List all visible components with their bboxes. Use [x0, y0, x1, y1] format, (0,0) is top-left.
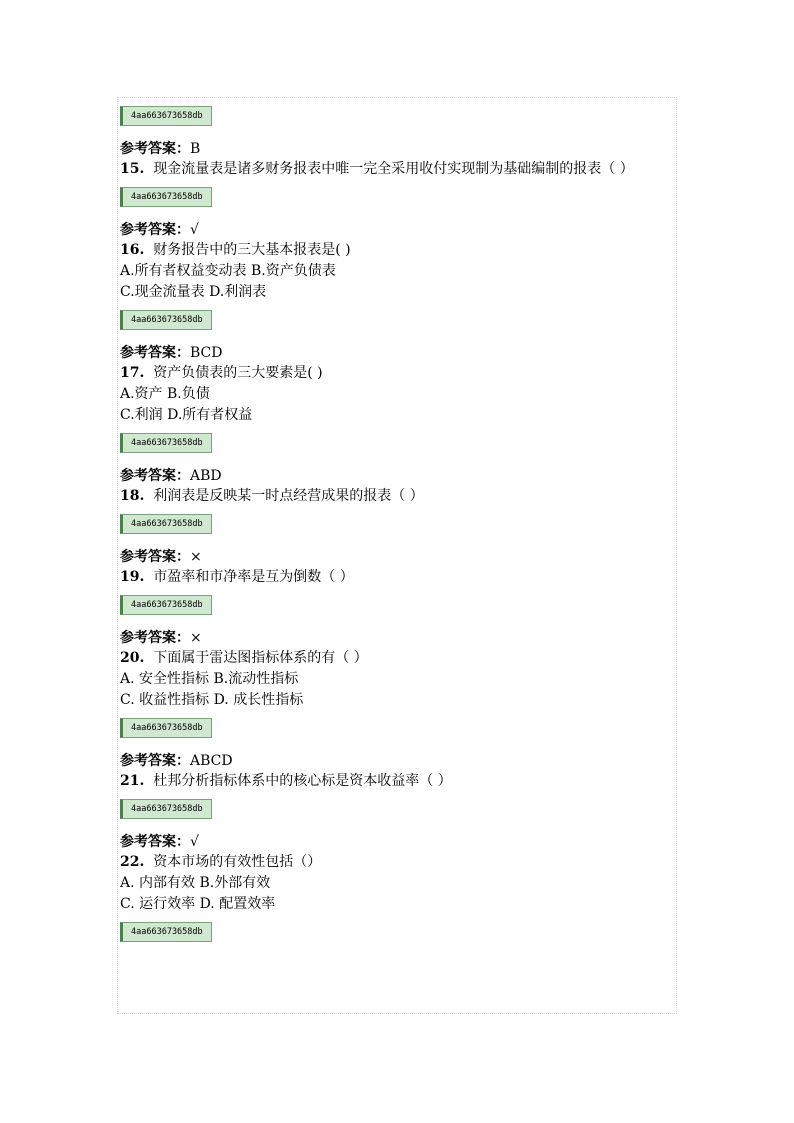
answer-line: [120, 628, 672, 648]
answer-label: 参考答案：: [120, 222, 190, 238]
question-stem: 杜邦分析指标体系中的核心标是资本收益率（ ）: [153, 773, 452, 789]
answer-code-tag: 4aa663673658db: [120, 514, 212, 534]
question-16: [120, 240, 672, 303]
question-stem: 市盈率和市净率是互为倒数（ ）: [153, 569, 354, 585]
question-list: [120, 106, 672, 942]
answer-value: BCD: [190, 345, 223, 361]
question-stem: 资本市场的有效性包括（）: [153, 854, 322, 870]
answer-code-tag: 4aa663673658db: [120, 922, 212, 942]
answer-value: √: [190, 222, 199, 238]
answer-line: [120, 139, 672, 159]
answer-code-tag: 4aa663673658db: [120, 595, 212, 615]
answer-line: [120, 832, 672, 852]
question-stem: 财务报告中的三大基本报表是( ): [153, 242, 351, 258]
answer-label: 参考答案：: [120, 549, 190, 565]
answer-value: √: [190, 834, 199, 850]
question-number: 21.: [120, 773, 145, 789]
answer-code-tag: 4aa663673658db: [120, 799, 212, 819]
answer-code-tag: 4aa663673658db: [120, 718, 212, 738]
option-line: A. 安全性指标 B.流动性指标: [120, 671, 299, 687]
question-22: [120, 852, 672, 915]
option-line: C. 收益性指标 D. 成长性指标: [120, 692, 304, 708]
question-text: [120, 159, 672, 180]
answer-code-tag: 4aa663673658db: [120, 433, 212, 453]
answer-line: [120, 220, 672, 240]
answer-label: 参考答案：: [120, 345, 190, 361]
question-stem: 下面属于雷达图指标体系的有（ ）: [153, 650, 368, 666]
option-line: A. 内部有效 B.外部有效: [120, 875, 271, 891]
answer-value: ×: [190, 549, 202, 565]
answer-value: ABD: [190, 468, 222, 484]
answer-line: [120, 466, 672, 486]
question-number: 16.: [120, 242, 145, 258]
answer-label: 参考答案：: [120, 753, 190, 769]
answer-line: [120, 547, 672, 567]
question-text: [120, 771, 672, 792]
option-line: A.资产 B.负债: [120, 386, 210, 402]
answer-label: 参考答案：: [120, 468, 190, 484]
question-text: [120, 567, 672, 588]
question-number: 18.: [120, 488, 145, 504]
question-text: [120, 363, 672, 384]
answer-code-tag: 4aa663673658db: [120, 187, 212, 207]
question-stem: 利润表是反映某一时点经营成果的报表（ ）: [153, 488, 424, 504]
answer-value: B: [190, 141, 201, 157]
question-17: [120, 363, 672, 426]
answer-line: [120, 343, 672, 363]
option-line: C.利润 D.所有者权益: [120, 407, 253, 423]
question-stem: 资产负债表的三大要素是( ): [153, 365, 323, 381]
answer-value: ×: [190, 630, 202, 646]
question-text: [120, 240, 672, 261]
question-stem: 现金流量表是诸多财务报表中唯一完全采用收付实现制为基础编制的报表（ ）: [153, 161, 634, 177]
answer-label: 参考答案：: [120, 630, 190, 646]
question-19: [120, 567, 672, 588]
question-18: [120, 486, 672, 507]
question-number: 17.: [120, 365, 145, 381]
answer-value: ABCD: [190, 753, 233, 769]
answer-code-tag: 4aa663673658db: [120, 310, 212, 330]
question-number: 22.: [120, 854, 145, 870]
question-number: 15.: [120, 161, 145, 177]
answer-code-tag: 4aa663673658db: [120, 106, 212, 126]
option-line: C. 运行效率 D. 配置效率: [120, 896, 276, 912]
question-text: [120, 648, 672, 669]
option-line: C.现金流量表 D.利润表: [120, 284, 267, 300]
question-20: [120, 648, 672, 711]
question-number: 19.: [120, 569, 145, 585]
question-text: [120, 486, 672, 507]
answer-label: 参考答案：: [120, 834, 190, 850]
question-21: [120, 771, 672, 792]
question-number: 20.: [120, 650, 145, 666]
answer-label: 参考答案：: [120, 141, 190, 157]
option-line: A.所有者权益变动表 B.资产负债表: [120, 263, 336, 279]
answer-line: [120, 751, 672, 771]
question-text: [120, 852, 672, 873]
question-15: [120, 159, 672, 180]
